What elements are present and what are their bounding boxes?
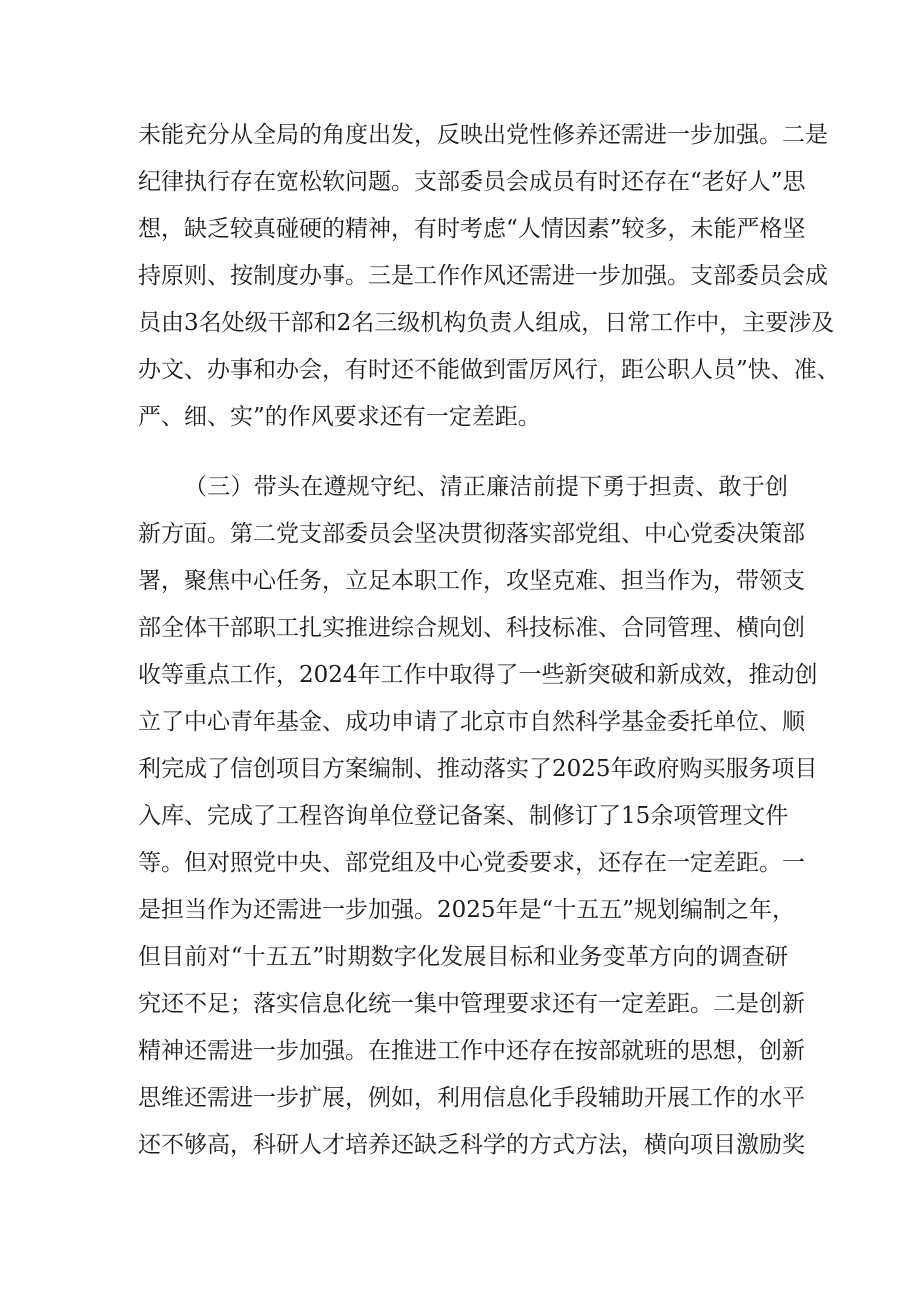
text-line: 还不够高，科研人才培养还缺乏科学的方式方法，横向项目激励奖 <box>138 1132 805 1158</box>
text-line: 员由3名处级干部和2名三级机构负责人组成，日常工作中，主要涉及 <box>138 310 835 336</box>
text-line: 但目前对“十五五”时期数字化发展目标和业务变革方向的调查研 <box>138 944 788 970</box>
section-heading-line: （三）带头在遵规守纪、清正廉洁前提下勇于担责、敢于创 <box>184 474 788 500</box>
text-line: 办文、办事和办会，有时还不能做到雷厉风行，距公职人员”快、准、 <box>138 357 840 383</box>
text-line: 立了中心青年基金、成功申请了北京市自然科学基金委托单位、顺 <box>138 709 805 735</box>
text-line: 新方面。第二党支部委员会坚决贯彻落实部党组、中心党委决策部 <box>138 521 805 547</box>
text-line: 等。但对照党中央、部党组及中心党委要求，还存在一定差距。一 <box>138 850 805 876</box>
text-line: 想，缺乏较真碰硬的精神，有时考虑“人情因素”较多，未能严格坚 <box>138 216 806 242</box>
text-line: 精神还需进一步加强。在推进工作中还存在按部就班的思想，创新 <box>138 1038 805 1064</box>
text-line: 收等重点工作，2024年工作中取得了一些新突破和新成效，推动创 <box>138 662 818 688</box>
text-line: 严、细、实”的作风要求还有一定差距。 <box>138 404 541 430</box>
text-line: 未能充分从全局的角度出发，反映出党性修养还需进一步加强。二是 <box>138 122 828 148</box>
text-line: 署，聚焦中心任务，立足本职工作，攻坚克难、担当作为，带领支 <box>138 568 805 594</box>
text-line: 究还不足；落实信息化统一集中管理要求还有一定差距。二是创新 <box>138 991 805 1017</box>
text-line: 是担当作为还需进一步加强。2025年是“十五五”规划编制之年， <box>138 897 796 923</box>
text-line: 纪律执行存在宽松软问题。支部委员会成员有时还存在“老好人”思 <box>138 169 806 195</box>
text-line: 持原则、按制度办事。三是工作作风还需进一步加强。支部委员会成 <box>138 263 828 289</box>
text-line: 利完成了信创项目方案编制、推动落实了2025年政府购买服务项目 <box>138 756 818 782</box>
text-line: 部全体干部职工扎实推进综合规划、科技标准、合同管理、横向创 <box>138 615 805 641</box>
text-line: 思维还需进一步扩展，例如，利用信息化手段辅助开展工作的水平 <box>138 1085 805 1111</box>
text-line: 入库、完成了工程咨询单位登记备案、制修订了15余项管理文件 <box>138 803 789 829</box>
